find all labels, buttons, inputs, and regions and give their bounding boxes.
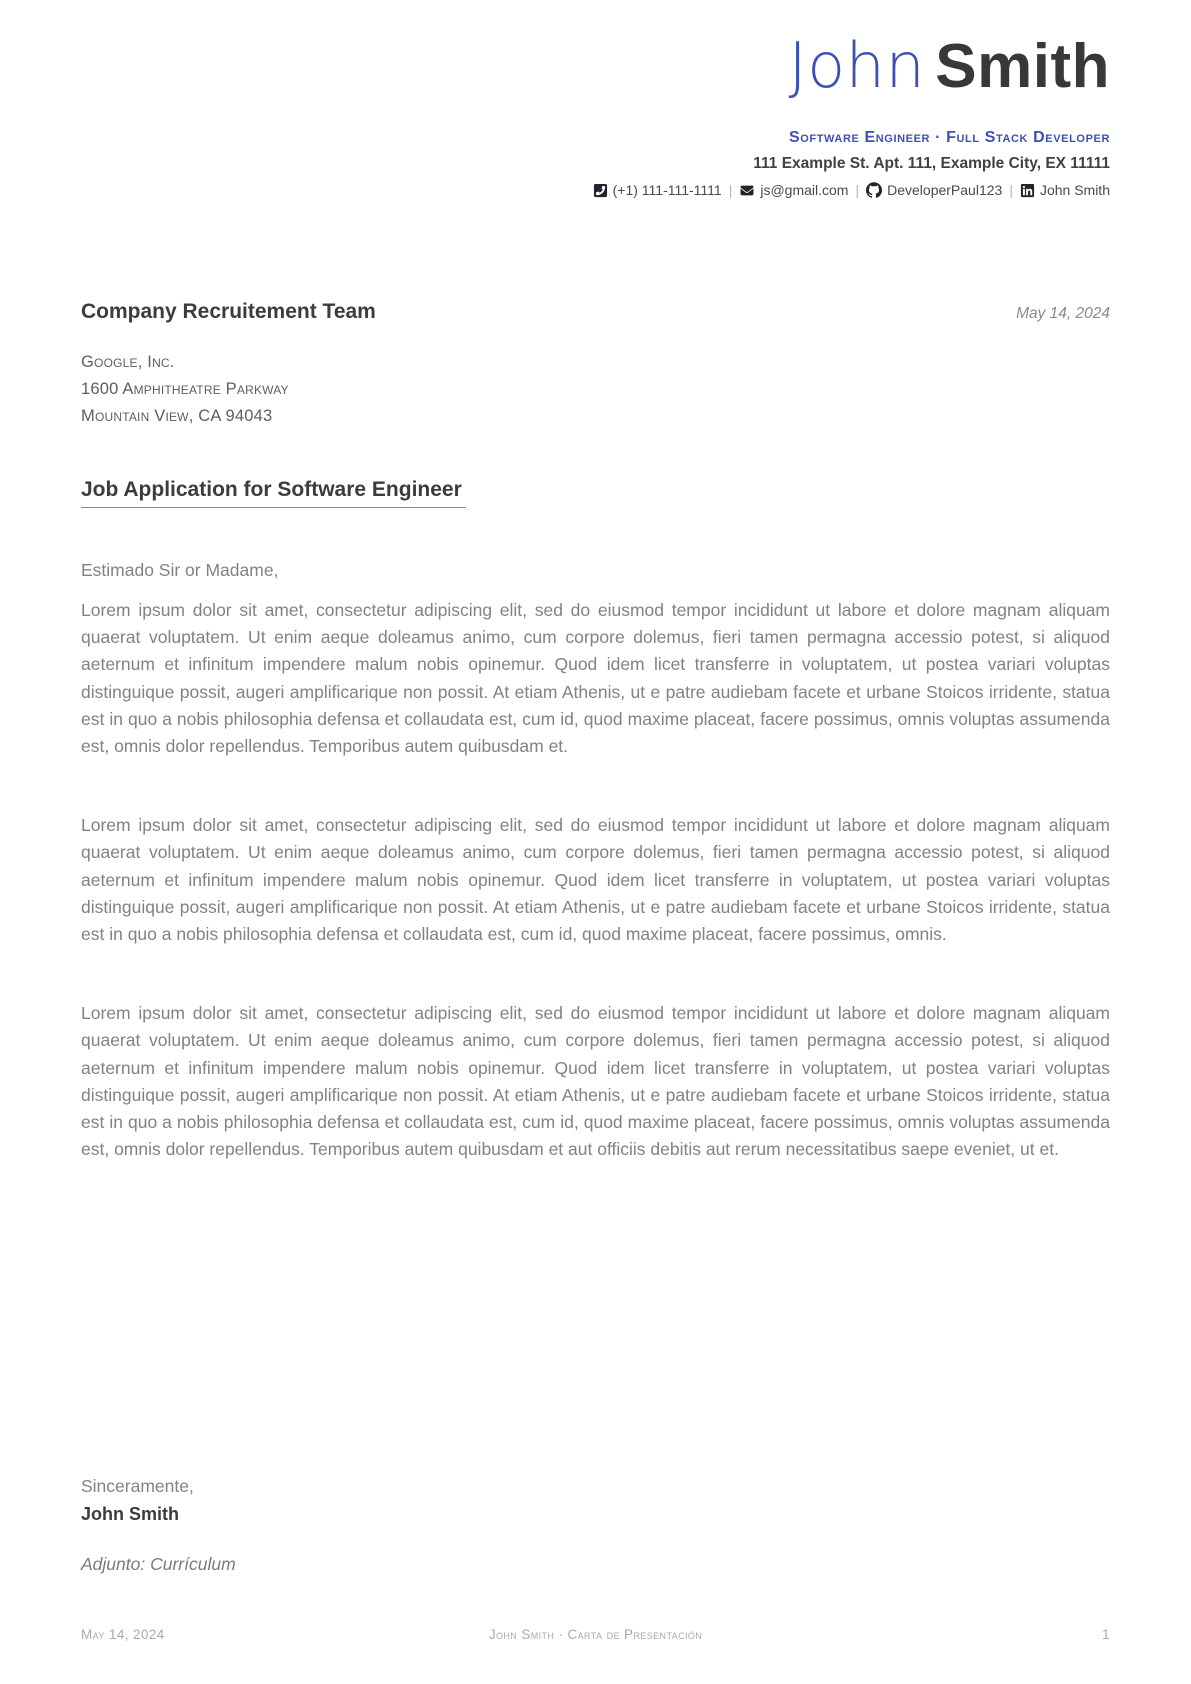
email-link[interactable] — [739, 182, 848, 198]
linkedin-link[interactable] — [1020, 182, 1110, 198]
linkedin-icon — [1020, 183, 1035, 198]
contact-separator: | — [1009, 182, 1013, 198]
paragraph-1: Lorem ipsum dolor sit amet, consectetur adipiscing elit, sed do eiusmod tempor incididunt ut labore et dolore magnam aliquam quaerat voluptatem. Ut enim aeque doleamus animo, cum corpore dolemus, fieri tamen permagna accessio potest, si aliquod aeternum et infinitum impendere malum nobis opinemur. Quod idem licet transferre in voluptatem, ut postea variari voluptas distinguique possit, augeri amplificarique non possit. At etiam Athenis, ut e patre audiebam facete et urbane Stoicos irridente, statua est in quo a nobis philosophia defensa et collaudata est, cum id, quod maxime placeat, facere possimus, omnis voluptas assumenda est, omnis dolor repellendus. Temporibus autem quibusdam et. — [81, 600, 1110, 757]
footer-title: John Smith · Carta de Presentación — [488, 1627, 703, 1642]
contact-line — [81, 182, 1110, 198]
envelope-icon — [739, 184, 755, 197]
phone-square-icon — [593, 183, 608, 198]
paragraph-3: Lorem ipsum dolor sit amet, consectetur adipiscing elit, sed do eiusmod tempor incididunt ut labore et dolore magnam aliquam quaerat voluptatem. Ut enim aeque doleamus animo, cum corpore dolemus, fieri tamen permagna accessio potest, si aliquod aeternum et infinitum impendere malum nobis opinemur. Quod idem licet transferre in voluptatem, ut postea variari voluptas distinguique possit, augeri amplificarique non possit. At etiam Athenis, ut e patre audiebam facete et urbane Stoicos irridente, statua est in quo a nobis philosophia defensa et collaudata est, cum id, quod maxime placeat, facere possimus, omnis voluptas assumenda est, omnis dolor repellendus. Temporibus autem quibusdam et aut officiis debitis aut rerum necessitatibus saepe eveniet, ut et. — [81, 1003, 1110, 1160]
page-footer — [81, 1627, 1110, 1642]
enclosure-note: Adjunto: Currículum — [81, 1554, 236, 1574]
person-name — [81, 30, 1110, 119]
recipient-company: Google, Inc. — [81, 353, 175, 371]
phone-number: (+1) 111-111-1111 — [612, 182, 722, 198]
job-tagline: Software Engineer · Full Stack Developer — [788, 129, 1110, 146]
last-name: Smith — [935, 32, 1110, 101]
subject-wrap — [81, 478, 1110, 508]
footer-page-number: 1 — [1102, 1627, 1110, 1642]
phone-link[interactable] — [593, 182, 722, 198]
first-name: John — [788, 29, 926, 102]
sender-address: 111 Example St. Apt. 111, Example City, EX 11111 — [753, 155, 1110, 172]
closing-text: Sinceramente, — [81, 1476, 194, 1496]
letter-header — [81, 30, 1110, 198]
signature-name: John Smith — [81, 1504, 179, 1524]
linkedin-name: John Smith — [1039, 182, 1110, 198]
recipient-city: Mountain View, CA 94043 — [81, 407, 273, 425]
recipient-title: Company Recruitement Team — [81, 300, 376, 323]
letter-subject: Job Application for Software Engineer — [81, 478, 466, 508]
contact-separator: | — [728, 182, 733, 198]
footer-date: May 14, 2024 — [81, 1627, 165, 1642]
paragraph-2: Lorem ipsum dolor sit amet, consectetur adipiscing elit, sed do eiusmod tempor incididunt ut labore et dolore magnam aliquam quaerat voluptatem. Ut enim aeque doleamus animo, cum corpore dolemus, fieri tamen permagna accessio potest, si aliquod aeternum et infinitum impendere malum nobis opinemur. Quod idem licet transferre in voluptatem, ut postea variari voluptas distinguique possit, augeri amplificarique non possit. At etiam Athenis, ut e patre audiebam facete et urbane Stoicos irridente, statua est in quo a nobis philosophia defensa et collaudata est, cum id, quod maxime placeat, facere possimus, omnis. — [81, 815, 1110, 945]
letter-body — [81, 597, 1110, 1163]
github-username: DeveloperPaul123 — [887, 182, 1003, 198]
recipient-street: 1600 Amphitheatre Parkway — [81, 380, 289, 398]
recipient-row — [81, 300, 1110, 324]
contact-separator: | — [855, 182, 860, 198]
github-link[interactable] — [866, 182, 1002, 198]
recipient-address — [81, 349, 1110, 430]
github-icon — [866, 182, 882, 198]
closing-block — [81, 1472, 236, 1575]
letter-date: May 14, 2024 — [1016, 305, 1110, 322]
salutation: Estimado Sir or Madame, — [81, 560, 279, 580]
email-address: js@gmail.com — [760, 182, 849, 198]
